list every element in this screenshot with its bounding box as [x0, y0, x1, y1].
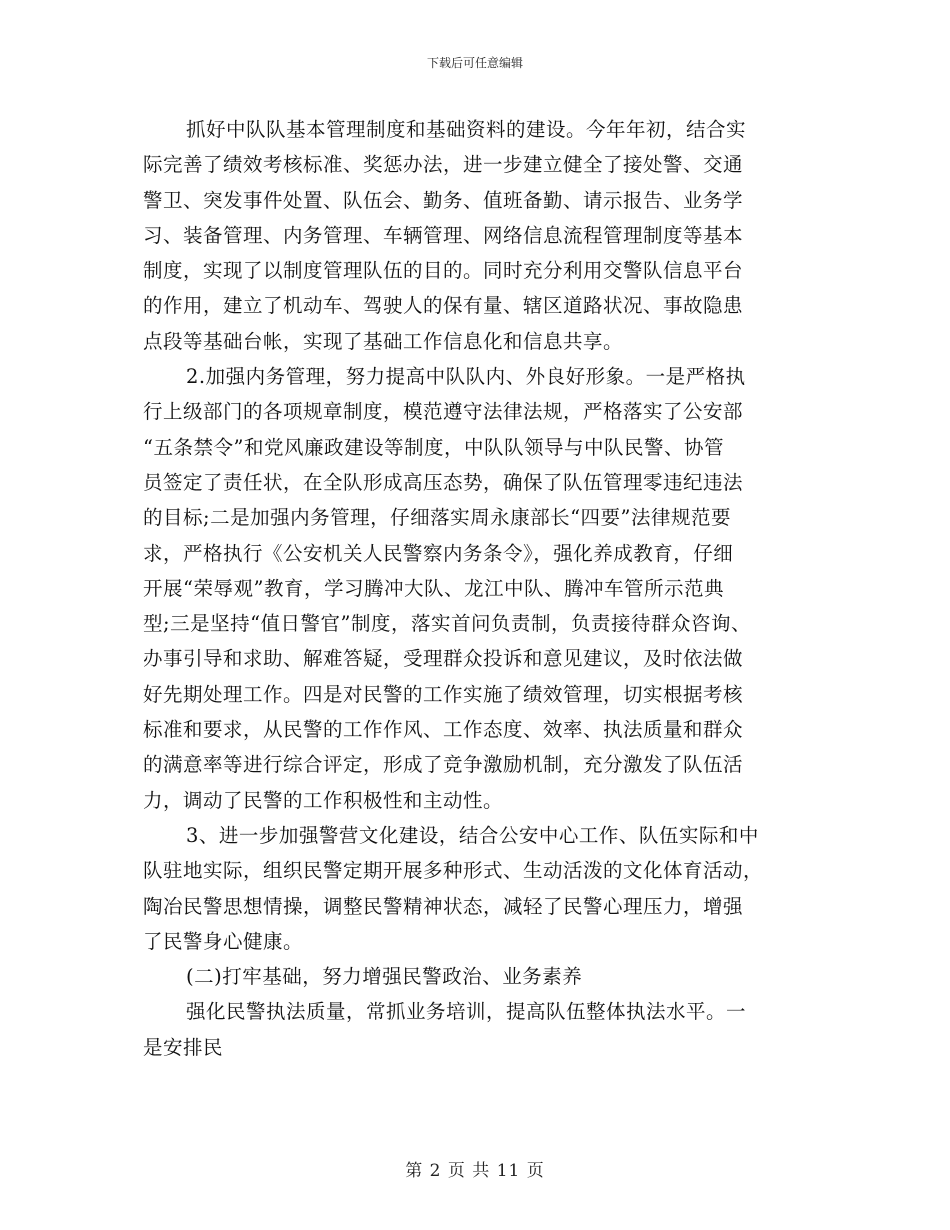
paragraph-line: 行上级部门的各项规章制度，模范遵守法律法规，严格落实了公安部	[143, 400, 744, 424]
paragraph-line: 队驻地实际，组织民警定期开展多种形式、生动活泼的文化体育活动，	[143, 859, 764, 883]
paragraph-line: 际完善了绩效考核标准、奖惩办法，进一步建立健全了接处警、交通	[143, 153, 744, 177]
paragraph-line: 是安排民	[143, 1035, 224, 1059]
paragraph-line: 的作用，建立了机动车、驾驶人的保有量、辖区道路状况、事故隐患	[143, 294, 744, 318]
paragraph-line: 了民警身心健康。	[143, 929, 304, 953]
paragraph-line: 力，调动了民警的工作积极性和主动性。	[143, 788, 504, 812]
paragraph-line: 习、装备管理、内务管理、车辆管理、网络信息流程管理制度等基本	[143, 223, 744, 247]
paragraph-line: 的目标;二是加强内务管理，仔细落实周永康部长“四要”法律规范要	[143, 506, 732, 530]
paragraph-line: 强化民警执法质量，常抓业务培训，提高队伍整体执法水平。一	[186, 1000, 747, 1024]
paragraph-line: 3、进一步加强警营文化建设，结合公安中心工作、队伍实际和中	[186, 823, 759, 847]
document-body	[143, 112, 803, 1065]
paragraph-line: 开展“荣辱观”教育，学习腾冲大队、龙江中队、腾冲车管所示范典	[143, 576, 724, 600]
paragraph-line: 标准和要求，从民警的工作作风、工作态度、效率、执法质量和群众	[143, 718, 744, 742]
paragraph-line: 求，严格执行《公安机关人民警察内务条令》，强化养成教育，仔细	[143, 541, 734, 565]
paragraph-line: 陶冶民警思想情操，调整民警精神状态，减轻了民警心理压力，增强	[143, 894, 744, 918]
paragraph-line: 好先期处理工作。四是对民警的工作实施了绩效管理，切实根据考核	[143, 682, 744, 706]
paragraph-line: 制度，实现了以制度管理队伍的目的。同时充分利用交警队信息平台	[143, 259, 744, 283]
header-note: 下载后可任意编辑	[426, 56, 523, 70]
paragraph-line: 员签定了责任状，在全队形成高压态势，确保了队伍管理零违纪违法	[143, 470, 744, 494]
paragraph-line: 抓好中队队基本管理制度和基础资料的建设。今年年初，结合实	[186, 118, 747, 141]
paragraph-line: 的满意率等进行综合评定，形成了竞争激励机制，充分激发了队伍活	[143, 753, 744, 777]
paragraph-line: 警卫、突发事件处置、队伍会、勤务、值班备勤、请示报告、业务学	[143, 188, 744, 212]
paragraph-line: 点段等基础台帐，实现了基础工作信息化和信息共享。	[143, 329, 624, 353]
paragraph-line: “五条禁令”和党风廉政建设等制度，中队队领导与中队民警、协管	[143, 435, 724, 459]
paragraph-line: 型;三是坚持“值日警官”制度，落实首问负责制，负责接待群众咨询、	[143, 612, 752, 636]
page-number: 第 2 页 共 11 页	[405, 1161, 545, 1181]
paragraph-line: 2.加强内务管理，努力提高中队队内、外良好形象。一是严格执	[186, 365, 746, 389]
paragraph-line: 办事引导和求助、解难答疑，受理群众投诉和意见建议，及时依法做	[143, 647, 744, 671]
section-heading: (二)打牢基础，努力增强民警政治、业务素养	[186, 965, 583, 989]
